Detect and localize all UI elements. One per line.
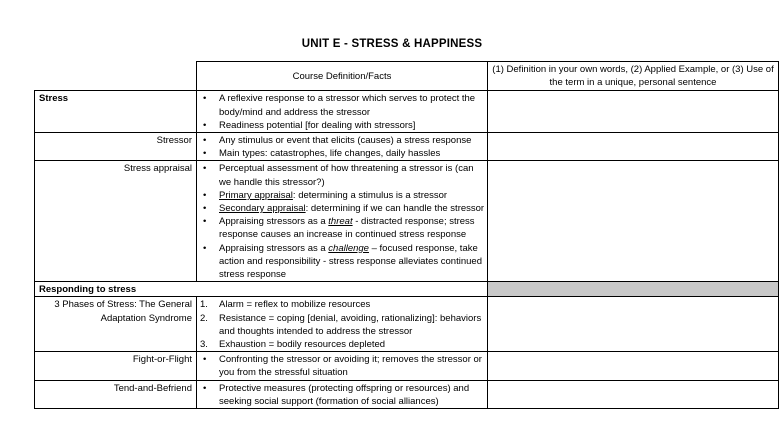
table-row-tend-and-befriend (35, 380, 779, 408)
answer-cell-fight-or-flight[interactable] (488, 352, 779, 380)
answer-cell-stressor[interactable] (488, 133, 779, 161)
document-title: UNIT E - STRESS & HAPPINESS (301, 38, 483, 50)
list-item (197, 215, 487, 241)
answer-cell-stress-appraisal[interactable] (488, 161, 779, 282)
table-row-stressor (35, 133, 779, 161)
primary-appraisal-term: Primary appraisal (219, 189, 293, 201)
list-item: • Protective measures (protecting offspring or resources) and seeking social support (formation of social alliances) (197, 382, 487, 408)
list-item-text: Resistance = coping [denial, avoiding, rationalizing]: behaviors and thoughts intended to address the stressor (219, 312, 482, 337)
challenge-term: challenge (328, 242, 369, 254)
list-item: • Confronting the stressor or avoiding it; removes the stressor or you from the stressful situation (197, 353, 487, 379)
primary-appraisal-text: : determining a stimulus is a stressor (292, 189, 448, 201)
section-heading-responding: Responding to stress (35, 282, 488, 297)
list-item: • A reflexive response to a stressor which serves to protect the body/mind and address the stressor (197, 92, 487, 118)
list-item (197, 298, 487, 311)
list-item (197, 202, 487, 215)
list-item (197, 189, 487, 202)
challenge-prefix: Appraising stressors as a (219, 242, 329, 254)
threat-prefix: Appraising stressors as a (219, 216, 329, 228)
table-row-stress (35, 91, 779, 133)
term-cell-stressor: Stressor (35, 133, 197, 161)
facts-cell-tend-and-befriend (197, 380, 488, 408)
list-item (197, 312, 487, 338)
header-course-definition: Course Definition/Facts (197, 62, 488, 91)
list-number: 3. (200, 339, 208, 351)
header-definition-instructions: (1) Definition in your own words, (2) Applied Example, or (3) Use of the term in a unique, personal sentence (488, 62, 779, 91)
secondary-appraisal-term: Secondary appraisal (219, 203, 306, 215)
threat-text: - distracted response; stress response causes an increase in continued stress response (219, 216, 475, 241)
challenge-text: – focused response, take action and responsibility - stress response alleviates continued stress response (219, 242, 482, 281)
answer-cell-tend-and-befriend[interactable] (488, 380, 779, 408)
list-item: • Main types: catastrophes, life changes, daily hassles (197, 147, 487, 160)
term-cell-stress: Stress (35, 91, 197, 133)
table-row-fight-or-flight (35, 352, 779, 380)
notes-table (34, 61, 779, 409)
list-item (197, 242, 487, 282)
list-item-text: Alarm = reflex to mobilize resources (219, 299, 371, 311)
secondary-appraisal-text: : determining if we can handle the stressor (305, 203, 485, 215)
term-cell-stress-appraisal: Stress appraisal (35, 161, 197, 282)
table-row-phases (35, 297, 779, 352)
term-cell-phases: 3 Phases of Stress: The General Adaptation Syndrome (35, 297, 197, 352)
answer-cell-stress[interactable] (488, 91, 779, 133)
header-row (35, 62, 779, 91)
header-blank-cell (35, 62, 197, 91)
list-item: • Perceptual assessment of how threatening a stressor is (can we handle this stressor?) (197, 162, 487, 188)
facts-cell-stressor (197, 133, 488, 161)
section-shaded-cell (488, 282, 779, 297)
list-item: • Readiness potential [for dealing with stressors] (197, 119, 487, 132)
list-item: • Any stimulus or event that elicits (causes) a stress response (197, 134, 487, 147)
list-number: 2. (200, 312, 208, 324)
facts-cell-fight-or-flight (197, 352, 488, 380)
list-number: 1. (200, 299, 208, 311)
term-cell-tend-and-befriend: Tend-and-Befriend (35, 380, 197, 408)
facts-cell-phases (197, 297, 488, 352)
facts-cell-stress (197, 91, 488, 133)
facts-cell-stress-appraisal (197, 161, 488, 282)
list-item-text: Exhaustion = bodily resources depleted (219, 339, 386, 351)
section-row-responding (35, 282, 779, 297)
answer-cell-phases[interactable] (488, 297, 779, 352)
threat-term: threat (328, 216, 353, 228)
table-row-stress-appraisal (35, 161, 779, 282)
term-cell-fight-or-flight: Fight-or-Flight (35, 352, 197, 380)
list-item (197, 338, 487, 351)
